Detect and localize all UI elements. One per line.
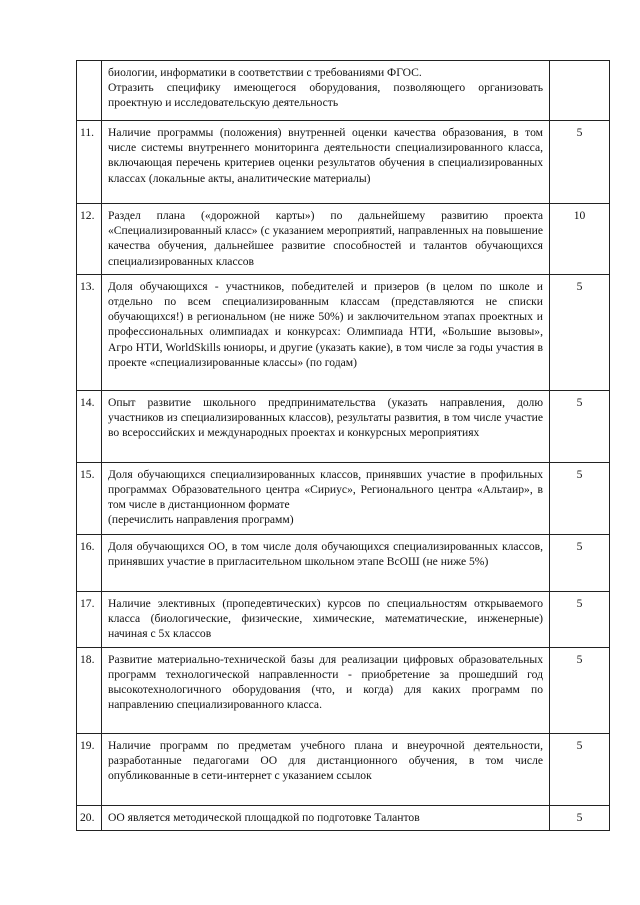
score-cell: 5 [550,121,610,204]
criterion-text [102,534,550,591]
criterion-text [102,591,550,647]
table-row [77,805,610,830]
criterion-line: Доля обучающихся ОО, в том числе доля обучающихся специализированных классов, принявших участие в пригласительном школьном этапе ВсОШ (не ниже 5%) [108,539,543,569]
score-cell: 5 [550,591,610,647]
criterion-line: (перечислить направления программ) [108,513,294,527]
row-number: 19. [77,733,102,805]
row-number: 15. [77,462,102,534]
criterion-text [102,121,550,204]
score-cell: 5 [550,390,610,462]
criterion-text [102,274,550,390]
criterion-text [102,61,550,121]
criterion-line: Развитие материально-технической базы для реализации цифровых образовательных программ технологической направленности - приобретение за прошедший год высокотехнологичного оборудования (что, и когда) для каких программ по направлению специализированного класса. [108,652,543,712]
table-row [77,121,610,204]
criterion-line: Наличие программы (положения) внутренней оценки качества образования, в том числе системы внутреннего мониторинга деятельности специализированного класса, включающая перечень критериев оценки результатов обучения в специализированных классах (локальные акты, аналитические материалы) [108,126,543,185]
row-number: 11. [77,121,102,204]
score-cell: 5 [550,733,610,805]
criterion-line: биологии, информатики в соответствии с требованиями ФГОС. [108,66,422,79]
criterion-line: Опыт развитие школьного предпринимательства (указать направления, долю участников из специализированных классов), результаты развития, в том числе участие во всероссийских и международных проектах и конкурсных мероприятиях [108,395,543,440]
row-number: 18. [77,647,102,733]
table-row [77,274,610,390]
table-row [77,647,610,733]
row-number: 13. [77,274,102,390]
criterion-text [102,462,550,534]
row-number: 17. [77,591,102,647]
table-row [77,534,610,591]
criterion-line: Раздел плана («дорожной карты») по дальнейшему развитию проекта «Специализированный класс» (с указанием мероприятий, направленных на повышение качества обучения, дальнейшее развитие способностей и талантов обучающихся специализированных классов [108,209,543,268]
table-row [77,591,610,647]
table-row [77,462,610,534]
score-cell: 10 [550,204,610,275]
score-cell [550,61,610,121]
criterion-text [102,733,550,805]
row-number: 20. [77,805,102,830]
table-row [77,390,610,462]
row-number: 12. [77,204,102,275]
criterion-line: Наличие программ по предметам учебного плана и внеурочной деятельности, разработанные педагогами ОО для дистанционного обучения, в том числе опубликованные в сети-интернет с указанием ссылок [108,738,543,783]
score-cell: 5 [550,462,610,534]
criterion-line: Доля обучающихся - участников, победителей и призеров (в целом по школе и отдельно по всем специализированным классам (представляются не списки обучающихся!) в региональном (не ниже 50%) и заключительном этапах проектных и профессиональных олимпиадах и конкурсах: Олимпиада НТИ, «Большие вызовы», Агро НТИ, WorldSkills юниоры, и другие (указать какие), в том числе за годы участия в проекте «специализированные классы» (по годам) [108,279,543,369]
criterion-line: ОО является методической площадкой по подготовке Талантов [108,810,420,824]
row-number [77,61,102,121]
criterion-text [102,647,550,733]
criterion-text [102,390,550,462]
row-number: 16. [77,534,102,591]
table-row [77,204,610,275]
score-cell: 5 [550,274,610,390]
score-cell: 5 [550,534,610,591]
criterion-line: Доля обучающихся специализированных классов, принявших участие в профильных программах Образовательного центра «Сириус», Регионального центра «Альтаир», в том числе в дистанционном формате [108,467,543,512]
table-row [77,733,610,805]
criterion-line: Наличие элективных (пропедевтических) курсов по специальностям открываемого класса (биологические, физические, химические, математические, инженерные) начиная с 5х классов [108,596,543,641]
criterion-text [102,204,550,275]
criteria-table [76,60,610,831]
score-cell: 5 [550,647,610,733]
criterion-line: Отразить специфику имеющегося оборудования, позволяющего организовать проектную и исследовательскую деятельность [108,81,543,110]
row-number: 14. [77,390,102,462]
table-row [77,61,610,121]
score-cell: 5 [550,805,610,830]
criterion-text [102,805,550,830]
